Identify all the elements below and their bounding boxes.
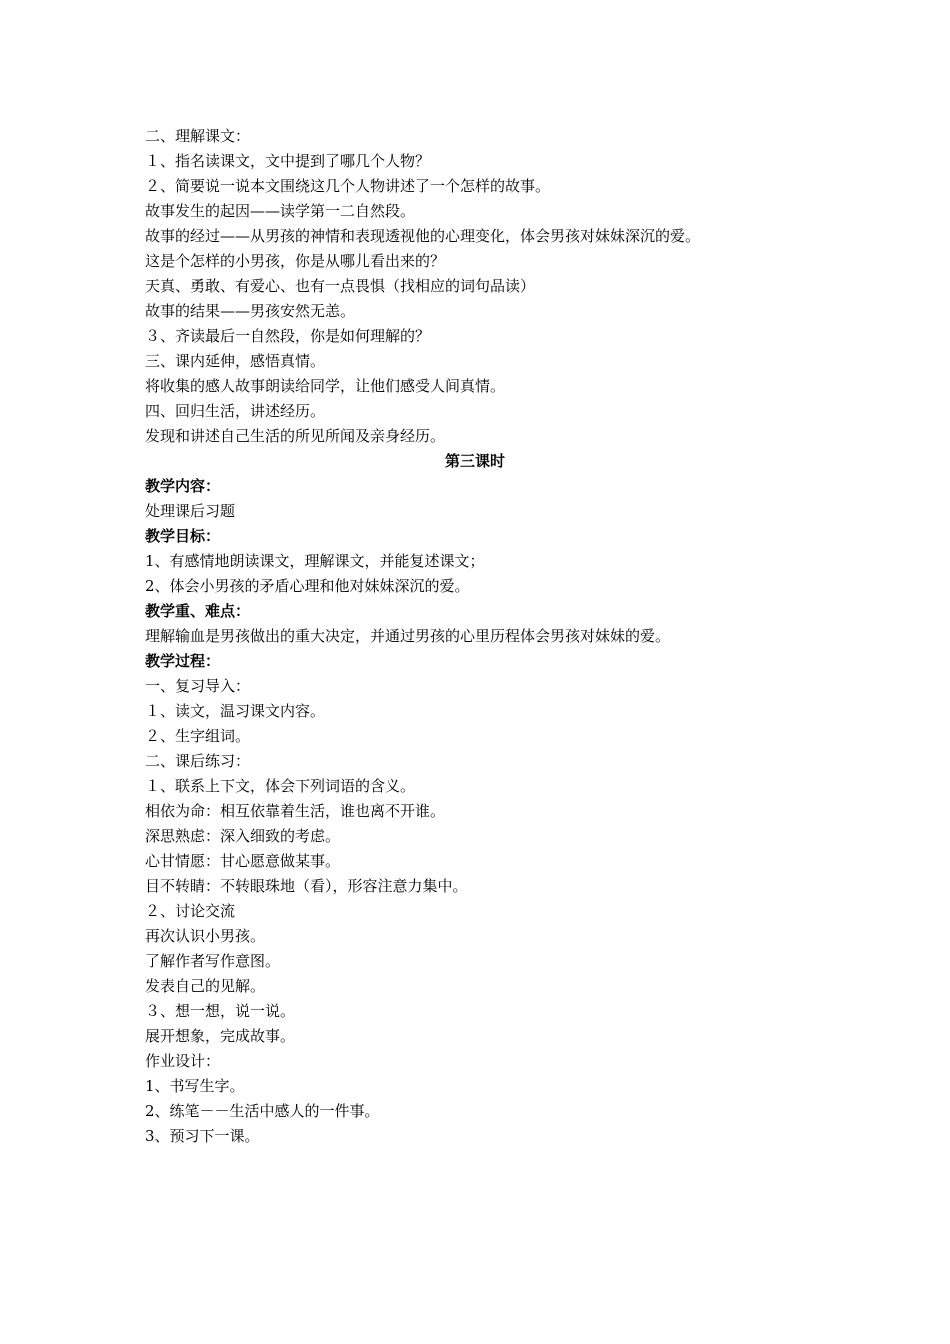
- text-line: 2、练笔－－生活中感人的一件事。: [145, 1102, 380, 1120]
- bold-heading: 教学重、难点：: [145, 602, 251, 620]
- text-line: 相依为命：相互依靠着生活，谁也离不开谁。: [145, 802, 446, 820]
- section-heading: 作业设计：: [145, 1052, 221, 1070]
- text-line: 故事的经过——从男孩的神情和表现透视他的心理变化，体会男孩对妹妹深沉的爱。: [145, 227, 701, 245]
- text-line: 理解输血是男孩做出的重大决定，并通过男孩的心里历程体会男孩对妹妹的爱。: [145, 627, 671, 645]
- text-line: 将收集的感人故事朗读给同学，让他们感受人间真情。: [145, 377, 506, 395]
- document-body: [145, 124, 815, 1149]
- section-heading: 一、复习导入：: [145, 677, 251, 695]
- text-line: 了解作者写作意图。: [145, 952, 281, 970]
- text-line: 心甘情愿：甘心愿意做某事。: [145, 852, 341, 870]
- text-line: 故事发生的起因——读学第一二自然段。: [145, 202, 416, 220]
- text-line: 天真、勇敢、有爱心、也有一点畏惧（找相应的词句品读）: [145, 277, 536, 295]
- text-line: １、指名读课文，文中提到了哪几个人物？: [145, 152, 431, 170]
- lesson-title: 第三课时: [444, 452, 505, 470]
- text-line: 故事的结果——男孩安然无恙。: [145, 302, 356, 320]
- text-line: 发表自己的见解。: [145, 977, 266, 995]
- text-line: 1、有感情地朗读课文，理解课文，并能复述课文；: [145, 552, 485, 570]
- section-heading: 二、课后练习：: [145, 752, 251, 770]
- text-line: ３、齐读最后一自然段，你是如何理解的？: [145, 327, 431, 345]
- bold-heading: 教学过程：: [145, 652, 221, 670]
- text-line: 2、体会小男孩的矛盾心理和他对妹妹深沉的爱。: [145, 577, 470, 595]
- text-line: １、联系上下文，体会下列词语的含义。: [145, 777, 416, 795]
- bold-heading: 教学内容：: [145, 477, 221, 495]
- section-heading: 二、理解课文：: [145, 127, 251, 145]
- text-line: １、读文，温习课文内容。: [145, 702, 326, 720]
- text-line: 这是个怎样的小男孩，你是从哪儿看出来的？: [145, 252, 446, 270]
- text-line: 深思熟虑：深入细致的考虑。: [145, 827, 341, 845]
- text-line: 再次认识小男孩。: [145, 927, 266, 945]
- text-line: ２、简要说一说本文围绕这几个人物讲述了一个怎样的故事。: [145, 177, 551, 195]
- text-line: ３、想一想，说一说。: [145, 1002, 296, 1020]
- section-heading: 三、课内延伸，感悟真情。: [145, 352, 326, 370]
- section-heading: 四、回归生活，讲述经历。: [145, 402, 326, 420]
- text-line: 目不转睛：不转眼珠地（看），形容注意力集中。: [145, 877, 468, 895]
- text-line: ２、生字组词。: [145, 727, 251, 745]
- text-line: 1、书写生字。: [145, 1077, 245, 1095]
- text-line: 发现和讲述自己生活的所见所闻及亲身经历。: [145, 427, 446, 445]
- text-line: 3、预习下一课。: [145, 1127, 260, 1145]
- bold-heading: 教学目标：: [145, 527, 221, 545]
- text-line: 处理课后习题: [145, 502, 236, 520]
- text-line: ２、讨论交流: [145, 902, 236, 920]
- text-line: 展开想象，完成故事。: [145, 1027, 296, 1045]
